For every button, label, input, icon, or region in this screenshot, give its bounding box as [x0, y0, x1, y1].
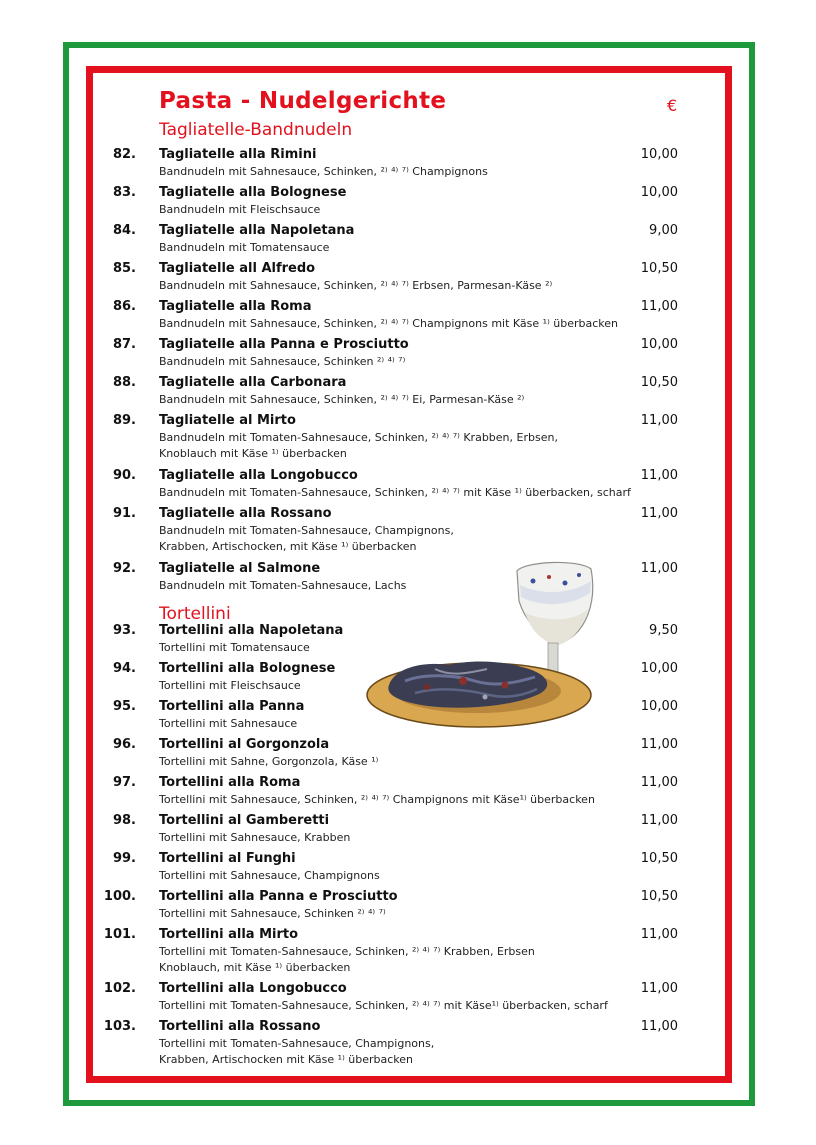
item-price: 11,00: [640, 737, 678, 752]
item-name: Tortellini al Gamberetti: [159, 813, 330, 828]
item-name: Tagliatelle alla Rimini: [159, 147, 317, 162]
item-name: Tagliatelle alla Carbonara: [159, 375, 347, 390]
item-number: 91.: [112, 506, 136, 521]
item-description: Tortellini mit Fleischsauce: [159, 679, 301, 692]
item-number: 94.: [112, 661, 136, 676]
item-price: 10,00: [640, 147, 678, 162]
item-price: 10,00: [640, 661, 678, 676]
item-description: Tortellini mit Sahne, Gorgonzola, Käse ¹⁾: [159, 755, 379, 768]
item-description: Bandnudeln mit Sahnesauce, Schinken, ²⁾ ⁴⁾ ⁷⁾ Erbsen, Parmesan-Käse ²⁾: [159, 279, 553, 292]
item-price: 10,00: [640, 185, 678, 200]
item-price: 11,00: [640, 506, 678, 521]
item-description: Bandnudeln mit Tomaten-Sahnesauce, Lachs: [159, 579, 407, 592]
item-number: 90.: [112, 468, 136, 483]
item-number: 99.: [112, 851, 136, 866]
item-description: Bandnudeln mit Sahnesauce, Schinken, ²⁾ ⁴⁾ ⁷⁾ Champignons mit Käse ¹⁾ überbacken: [159, 317, 618, 330]
item-price: 10,50: [640, 889, 678, 904]
item-description: Tortellini mit Tomaten-Sahnesauce, Champignons, Krabben, Artischocken mit Käse ¹⁾ überbacken: [159, 1037, 435, 1066]
item-number: 83.: [112, 185, 136, 200]
section-heading-tagliatelle: Tagliatelle-Bandnudeln: [159, 120, 353, 140]
item-number: 97.: [112, 775, 136, 790]
item-description: Tortellini mit Tomaten-Sahnesauce, Schinken, ²⁾ ⁴⁾ ⁷⁾ mit Käse¹⁾ überbacken, scharf: [159, 999, 608, 1012]
item-name: Tortellini alla Bolognese: [159, 661, 336, 676]
section-heading-tortellini: Tortellini: [159, 604, 231, 624]
item-price: 11,00: [640, 927, 678, 942]
item-description: Tortellini mit Tomatensauce: [159, 641, 310, 654]
item-name: Tagliatelle alla Roma: [159, 299, 312, 314]
item-number: 100.: [103, 889, 136, 904]
item-number: 87.: [112, 337, 136, 352]
item-price: 11,00: [640, 981, 678, 996]
page-title: Pasta - Nudelgerichte: [159, 88, 447, 114]
item-description: Bandnudeln mit Fleischsauce: [159, 203, 321, 216]
item-description: Bandnudeln mit Tomatensauce: [159, 241, 330, 254]
item-price: 11,00: [640, 468, 678, 483]
item-number: 103.: [103, 1019, 136, 1034]
item-description: Bandnudeln mit Sahnesauce, Schinken, ²⁾ ⁴⁾ ⁷⁾ Ei, Parmesan-Käse ²⁾: [159, 393, 525, 406]
item-number: 92.: [112, 561, 136, 576]
item-price: 10,50: [640, 375, 678, 390]
item-price: 9,50: [649, 623, 678, 638]
item-price: 10,50: [640, 851, 678, 866]
item-price: 11,00: [640, 561, 678, 576]
item-number: 102.: [103, 981, 136, 996]
item-description: Tortellini mit Sahnesauce, Champignons: [159, 869, 380, 882]
item-description: Bandnudeln mit Tomaten-Sahnesauce, Schinken, ²⁾ ⁴⁾ ⁷⁾ mit Käse ¹⁾ überbacken, scharf: [159, 486, 631, 499]
item-name: Tortellini alla Mirto: [159, 927, 299, 942]
item-price: 11,00: [640, 775, 678, 790]
item-description: Bandnudeln mit Sahnesauce, Schinken, ²⁾ ⁴⁾ ⁷⁾ Champignons: [159, 165, 488, 178]
item-number: 85.: [112, 261, 136, 276]
item-number: 96.: [112, 737, 136, 752]
item-name: Tortellini alla Longobucco: [159, 981, 347, 996]
item-name: Tortellini al Gorgonzola: [159, 737, 330, 752]
item-price: 11,00: [640, 1019, 678, 1034]
item-price: 11,00: [640, 299, 678, 314]
item-price: 10,50: [640, 261, 678, 276]
item-name: Tagliatelle alla Bolognese: [159, 185, 347, 200]
item-name: Tortellini alla Roma: [159, 775, 301, 790]
item-number: 82.: [112, 147, 136, 162]
item-name: Tagliatelle alla Longobucco: [159, 468, 358, 483]
item-name: Tortellini alla Napoletana: [159, 623, 344, 638]
item-number: 95.: [112, 699, 136, 714]
item-description: Tortellini mit Sahnesauce, Schinken ²⁾ ⁴⁾ ⁷⁾: [159, 907, 386, 920]
item-name: Tortellini al Funghi: [159, 851, 296, 866]
currency-symbol: €: [667, 96, 678, 115]
item-name: Tortellini alla Rossano: [159, 1019, 321, 1034]
item-name: Tagliatelle al Salmone: [159, 561, 321, 576]
item-name: Tortellini alla Panna: [159, 699, 305, 714]
item-price: 10,00: [640, 337, 678, 352]
item-number: 88.: [112, 375, 136, 390]
item-name: Tagliatelle all Alfredo: [159, 261, 316, 276]
item-number: 101.: [103, 927, 136, 942]
item-description: Bandnudeln mit Sahnesauce, Schinken ²⁾ ⁴⁾ ⁷⁾: [159, 355, 406, 368]
item-description: Bandnudeln mit Tomaten-Sahnesauce, Champignons, Krabben, Artischocken, mit Käse ¹⁾ überbacken: [159, 524, 454, 553]
item-number: 84.: [112, 223, 136, 238]
item-name: Tortellini alla Panna e Prosciutto: [159, 889, 398, 904]
item-description: Tortellini mit Sahnesauce, Schinken, ²⁾ ⁴⁾ ⁷⁾ Champignons mit Käse¹⁾ überbacken: [159, 793, 595, 806]
item-name: Tagliatelle alla Napoletana: [159, 223, 355, 238]
item-name: Tagliatelle alla Panna e Prosciutto: [159, 337, 409, 352]
item-price: 9,00: [649, 223, 678, 238]
item-number: 98.: [112, 813, 136, 828]
item-name: Tagliatelle alla Rossano: [159, 506, 332, 521]
item-description: Tortellini mit Sahnesauce, Krabben: [159, 831, 351, 844]
item-description: Tortellini mit Tomaten-Sahnesauce, Schinken, ²⁾ ⁴⁾ ⁷⁾ Krabben, Erbsen Knoblauch, mit Käse ¹⁾ überbacken: [159, 945, 535, 974]
item-price: 10,00: [640, 699, 678, 714]
item-number: 89.: [112, 413, 136, 428]
item-name: Tagliatelle al Mirto: [159, 413, 296, 428]
item-number: 86.: [112, 299, 136, 314]
item-description: Tortellini mit Sahnesauce: [159, 717, 298, 730]
item-price: 11,00: [640, 813, 678, 828]
item-number: 93.: [112, 623, 136, 638]
item-price: 11,00: [640, 413, 678, 428]
item-description: Bandnudeln mit Tomaten-Sahnesauce, Schinken, ²⁾ ⁴⁾ ⁷⁾ Krabben, Erbsen, Knoblauch mit Käse ¹⁾ überbacken: [159, 431, 558, 460]
